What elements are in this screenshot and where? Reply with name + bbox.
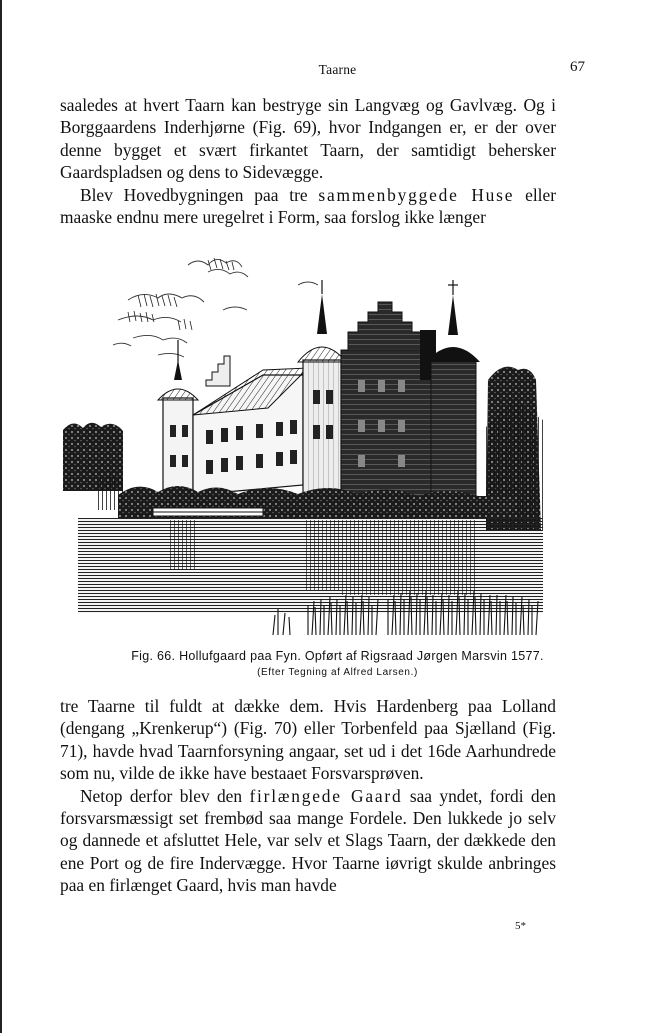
spaced-emphasis: sammenbyggede Huse	[318, 184, 515, 205]
paragraph	[60, 785, 556, 897]
figure-caption: Fig. 66. Hollufgaard paa Fyn. Opført af Rigsraad Jørgen Marsvin 1577.	[131, 649, 544, 663]
main-block	[341, 302, 436, 500]
left-wing	[158, 340, 308, 495]
signature-mark: 5*	[515, 920, 526, 932]
figure-credit: (Efter Tegning af Alfred Larsen.)	[257, 667, 418, 678]
page-number: 67	[570, 59, 585, 75]
figure-illustration	[58, 250, 543, 640]
sky-clouds	[113, 259, 318, 357]
text-run: Blev Hovedbygningen paa tre	[80, 184, 319, 205]
text-run: saa yndet, fordi den forsvarsmæssigt set frembød saa mange Fordele. Den lukkede jo selv og dannede et afsluttet Hele, var selv et Slags Taarn, der dækkede den ene Port og de fire Indervægge. Hvor Taarne iøvrigt skulde anbringes paa en firlænget Gaard, hvis man havde	[60, 785, 556, 896]
cloud-hatching	[128, 258, 234, 330]
paragraph: tre Taarne til fuldt at dække dem. Hvis Hardenberg paa Lolland (dengang „Krenkerup“) (Fig. 70) eller Torbenfeld paa Sjælland (Fig. 71), havde hvad Taarnforsyning angaar, set ud i det 16de Aarhundrede som nu, vilde de ikke have bestaaet Forsvarsprøven.	[60, 696, 556, 784]
paragraph	[60, 184, 556, 229]
left-trees	[63, 423, 124, 510]
middle-tower	[298, 280, 346, 500]
text-run: Netop derfor blev den	[80, 785, 250, 806]
right-tower	[426, 280, 480, 500]
paragraph: saaledes at hvert Taarn kan bestryge sin Langvæg og Gavlvæg. Og i Borggaardens Inderhjørne (Fig. 69), hvor Indgangen er, er der over denne bygget et svært firkantet Taarn, der samtidigt behersker Gaardspladsen og dens to Sidevægge.	[60, 95, 556, 183]
running-title: Taarne	[318, 62, 357, 77]
spaced-emphasis: firlængede Gaard	[249, 785, 403, 806]
bottom-text-block	[60, 695, 556, 897]
top-text-block	[60, 94, 556, 228]
text-run: eller maaske endnu mere uregelret i Form, saa forslog ikke længer	[60, 184, 556, 228]
page-header	[60, 58, 615, 80]
castle-engraving	[58, 250, 543, 640]
